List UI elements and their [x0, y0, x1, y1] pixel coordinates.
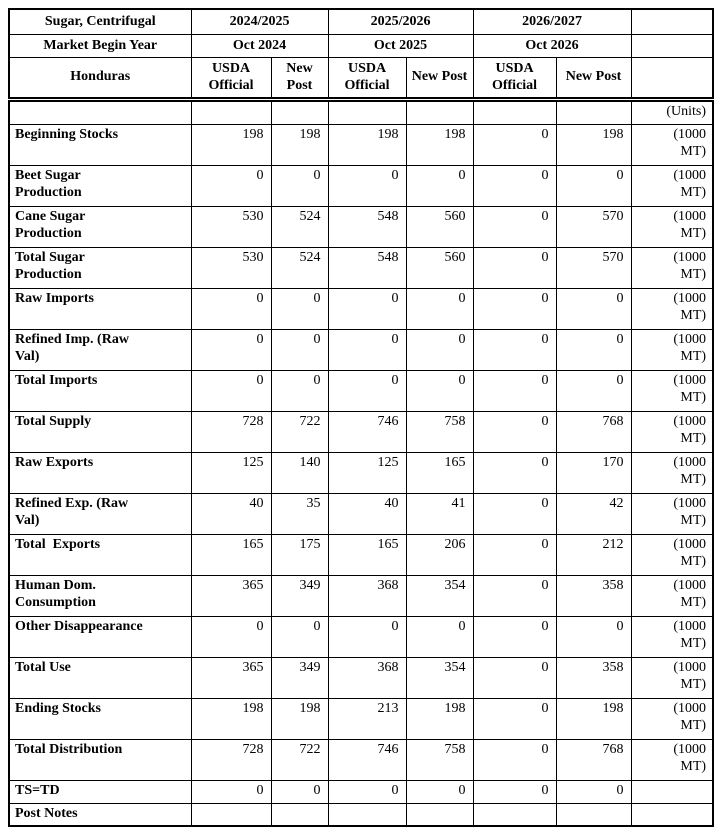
- value-cell: 354: [406, 575, 473, 616]
- value-cell: 0: [271, 780, 328, 803]
- value-cell: 0: [473, 124, 556, 165]
- usda-official-header: USDA Official: [191, 57, 271, 99]
- value-cell: 530: [191, 247, 271, 288]
- value-cell: 524: [271, 247, 328, 288]
- value-cell: 0: [473, 698, 556, 739]
- value-cell: [191, 803, 271, 826]
- row-label: Ending Stocks: [9, 698, 191, 739]
- row-label: Total Sugar Production: [9, 247, 191, 288]
- row-label: Refined Exp. (Raw Val): [9, 493, 191, 534]
- value-cell: 0: [473, 165, 556, 206]
- value-cell: 0: [473, 616, 556, 657]
- value-cell: 0: [328, 780, 406, 803]
- units-cell: (1000 MT): [631, 739, 713, 780]
- value-cell: 365: [191, 575, 271, 616]
- value-cell: 728: [191, 739, 271, 780]
- new-post-header: New Post: [556, 57, 631, 99]
- value-cell: 758: [406, 739, 473, 780]
- units-cell: (1000 MT): [631, 288, 713, 329]
- value-cell: 0: [556, 370, 631, 411]
- value-cell: 125: [328, 452, 406, 493]
- row-label: Human Dom. Consumption: [9, 575, 191, 616]
- units-cell: (1000 MT): [631, 370, 713, 411]
- table-row: [9, 247, 713, 288]
- value-cell: 175: [271, 534, 328, 575]
- table-row: [9, 288, 713, 329]
- row-label: Total Distribution: [9, 739, 191, 780]
- value-cell: [473, 803, 556, 826]
- market-begin-value-2: Oct 2025: [328, 34, 473, 57]
- value-cell: 40: [328, 493, 406, 534]
- value-cell: 548: [328, 206, 406, 247]
- value-cell: 0: [473, 657, 556, 698]
- value-cell: 570: [556, 206, 631, 247]
- table-row: [9, 534, 713, 575]
- value-cell: 41: [406, 493, 473, 534]
- value-cell: 0: [271, 370, 328, 411]
- value-cell: 212: [556, 534, 631, 575]
- value-cell: 0: [328, 165, 406, 206]
- usda-official-header: USDA Official: [473, 57, 556, 99]
- value-cell: 0: [406, 780, 473, 803]
- value-cell: 0: [406, 616, 473, 657]
- value-cell: 570: [556, 247, 631, 288]
- usda-official-header: USDA Official: [328, 57, 406, 99]
- value-cell: 198: [271, 124, 328, 165]
- market-begin-label: Market Begin Year: [9, 34, 191, 57]
- value-cell: 0: [271, 616, 328, 657]
- row-label: Post Notes: [9, 803, 191, 826]
- value-cell: 198: [556, 124, 631, 165]
- value-cell: 0: [191, 780, 271, 803]
- value-cell: 0: [406, 288, 473, 329]
- market-begin-value-1: Oct 2024: [191, 34, 328, 57]
- commodity-header-row: [9, 9, 713, 34]
- value-cell: 768: [556, 739, 631, 780]
- value-cell: 165: [191, 534, 271, 575]
- value-cell: 0: [406, 370, 473, 411]
- units-cell: [631, 780, 713, 803]
- value-cell: 0: [556, 165, 631, 206]
- value-cell: 365: [191, 657, 271, 698]
- new-post-header: New Post: [406, 57, 473, 99]
- value-cell: 35: [271, 493, 328, 534]
- row-label: Total Use: [9, 657, 191, 698]
- value-cell: 0: [191, 329, 271, 370]
- row-label: Raw Exports: [9, 452, 191, 493]
- row-label: Total Imports: [9, 370, 191, 411]
- value-cell: 0: [406, 329, 473, 370]
- empty-cell: [328, 99, 406, 124]
- row-label: TS=TD: [9, 780, 191, 803]
- value-cell: 165: [328, 534, 406, 575]
- commodity-title: Sugar, Centrifugal: [9, 9, 191, 34]
- value-cell: 0: [328, 288, 406, 329]
- units-cell: (1000 MT): [631, 411, 713, 452]
- value-cell: 198: [406, 124, 473, 165]
- value-cell: 0: [271, 165, 328, 206]
- value-cell: 198: [556, 698, 631, 739]
- value-cell: 560: [406, 247, 473, 288]
- value-cell: 560: [406, 206, 473, 247]
- empty-cell: [473, 99, 556, 124]
- value-cell: [406, 803, 473, 826]
- value-cell: 0: [556, 288, 631, 329]
- units-cell: (1000 MT): [631, 575, 713, 616]
- empty-cell: [556, 99, 631, 124]
- empty-cell: [631, 34, 713, 57]
- attribute-header-row: [9, 57, 713, 99]
- row-label: Raw Imports: [9, 288, 191, 329]
- value-cell: 0: [328, 616, 406, 657]
- value-cell: 125: [191, 452, 271, 493]
- value-cell: 213: [328, 698, 406, 739]
- units-cell: (1000 MT): [631, 329, 713, 370]
- table-row: [9, 411, 713, 452]
- units-cell: (1000 MT): [631, 534, 713, 575]
- row-label: Beet Sugar Production: [9, 165, 191, 206]
- value-cell: 0: [473, 288, 556, 329]
- value-cell: 722: [271, 411, 328, 452]
- value-cell: 198: [191, 124, 271, 165]
- value-cell: 170: [556, 452, 631, 493]
- units-cell: (1000 MT): [631, 698, 713, 739]
- value-cell: 0: [271, 288, 328, 329]
- value-cell: [328, 803, 406, 826]
- value-cell: 0: [473, 411, 556, 452]
- value-cell: 349: [271, 657, 328, 698]
- table-row: [9, 165, 713, 206]
- value-cell: 0: [406, 165, 473, 206]
- row-label: Total Supply: [9, 411, 191, 452]
- value-cell: 140: [271, 452, 328, 493]
- table-row: [9, 616, 713, 657]
- value-cell: 0: [556, 616, 631, 657]
- row-label: Total Exports: [9, 534, 191, 575]
- value-cell: 368: [328, 657, 406, 698]
- units-header-row: [9, 99, 713, 124]
- table-row: [9, 657, 713, 698]
- value-cell: 40: [191, 493, 271, 534]
- value-cell: 198: [328, 124, 406, 165]
- value-cell: 768: [556, 411, 631, 452]
- value-cell: 349: [271, 575, 328, 616]
- market-begin-row: [9, 34, 713, 57]
- table-row: [9, 124, 713, 165]
- value-cell: 0: [328, 329, 406, 370]
- value-cell: 728: [191, 411, 271, 452]
- value-cell: 354: [406, 657, 473, 698]
- table-row: [9, 803, 713, 826]
- units-cell: (1000 MT): [631, 452, 713, 493]
- units-cell: (1000 MT): [631, 124, 713, 165]
- empty-cell: [631, 57, 713, 99]
- value-cell: 0: [191, 370, 271, 411]
- value-cell: 198: [271, 698, 328, 739]
- value-cell: 0: [556, 780, 631, 803]
- row-label: Other Disappearance: [9, 616, 191, 657]
- value-cell: 42: [556, 493, 631, 534]
- value-cell: 0: [191, 616, 271, 657]
- table-row: [9, 206, 713, 247]
- table-row: [9, 493, 713, 534]
- row-label: Refined Imp. (Raw Val): [9, 329, 191, 370]
- value-cell: 368: [328, 575, 406, 616]
- empty-cell: [191, 99, 271, 124]
- empty-cell: [271, 99, 328, 124]
- value-cell: 758: [406, 411, 473, 452]
- table-row: [9, 370, 713, 411]
- units-cell: (1000 MT): [631, 657, 713, 698]
- table-row: [9, 739, 713, 780]
- units-cell: [631, 803, 713, 826]
- value-cell: 746: [328, 739, 406, 780]
- value-cell: 206: [406, 534, 473, 575]
- psd-commodity-table: [8, 8, 714, 827]
- value-cell: 0: [473, 739, 556, 780]
- value-cell: 358: [556, 575, 631, 616]
- empty-cell: [631, 9, 713, 34]
- value-cell: 746: [328, 411, 406, 452]
- value-cell: [271, 803, 328, 826]
- value-cell: 358: [556, 657, 631, 698]
- table-body: [9, 99, 713, 826]
- table-row: [9, 698, 713, 739]
- units-cell: (1000 MT): [631, 206, 713, 247]
- value-cell: 0: [271, 329, 328, 370]
- value-cell: 0: [473, 575, 556, 616]
- table-row: [9, 452, 713, 493]
- value-cell: 0: [473, 247, 556, 288]
- table-row: [9, 329, 713, 370]
- value-cell: 0: [328, 370, 406, 411]
- units-cell: (1000 MT): [631, 493, 713, 534]
- value-cell: 0: [473, 329, 556, 370]
- row-label: Beginning Stocks: [9, 124, 191, 165]
- units-column-header: (Units): [631, 99, 713, 124]
- year-header-3: 2026/2027: [473, 9, 631, 34]
- market-begin-value-3: Oct 2026: [473, 34, 631, 57]
- value-cell: 530: [191, 206, 271, 247]
- table-row: [9, 780, 713, 803]
- value-cell: [556, 803, 631, 826]
- row-label: Cane Sugar Production: [9, 206, 191, 247]
- empty-cell: [9, 99, 191, 124]
- value-cell: 0: [191, 288, 271, 329]
- value-cell: 0: [473, 370, 556, 411]
- value-cell: 0: [191, 165, 271, 206]
- year-header-1: 2024/2025: [191, 9, 328, 34]
- value-cell: 0: [473, 452, 556, 493]
- units-cell: (1000 MT): [631, 247, 713, 288]
- value-cell: 0: [473, 780, 556, 803]
- value-cell: 198: [191, 698, 271, 739]
- units-cell: (1000 MT): [631, 616, 713, 657]
- table-row: [9, 575, 713, 616]
- value-cell: 0: [473, 206, 556, 247]
- value-cell: 165: [406, 452, 473, 493]
- value-cell: 524: [271, 206, 328, 247]
- country-header: Honduras: [9, 57, 191, 99]
- value-cell: 722: [271, 739, 328, 780]
- units-cell: (1000 MT): [631, 165, 713, 206]
- value-cell: 0: [473, 534, 556, 575]
- value-cell: 548: [328, 247, 406, 288]
- year-header-2: 2025/2026: [328, 9, 473, 34]
- value-cell: 0: [473, 493, 556, 534]
- value-cell: 198: [406, 698, 473, 739]
- new-post-header: New Post: [271, 57, 328, 99]
- value-cell: 0: [556, 329, 631, 370]
- empty-cell: [406, 99, 473, 124]
